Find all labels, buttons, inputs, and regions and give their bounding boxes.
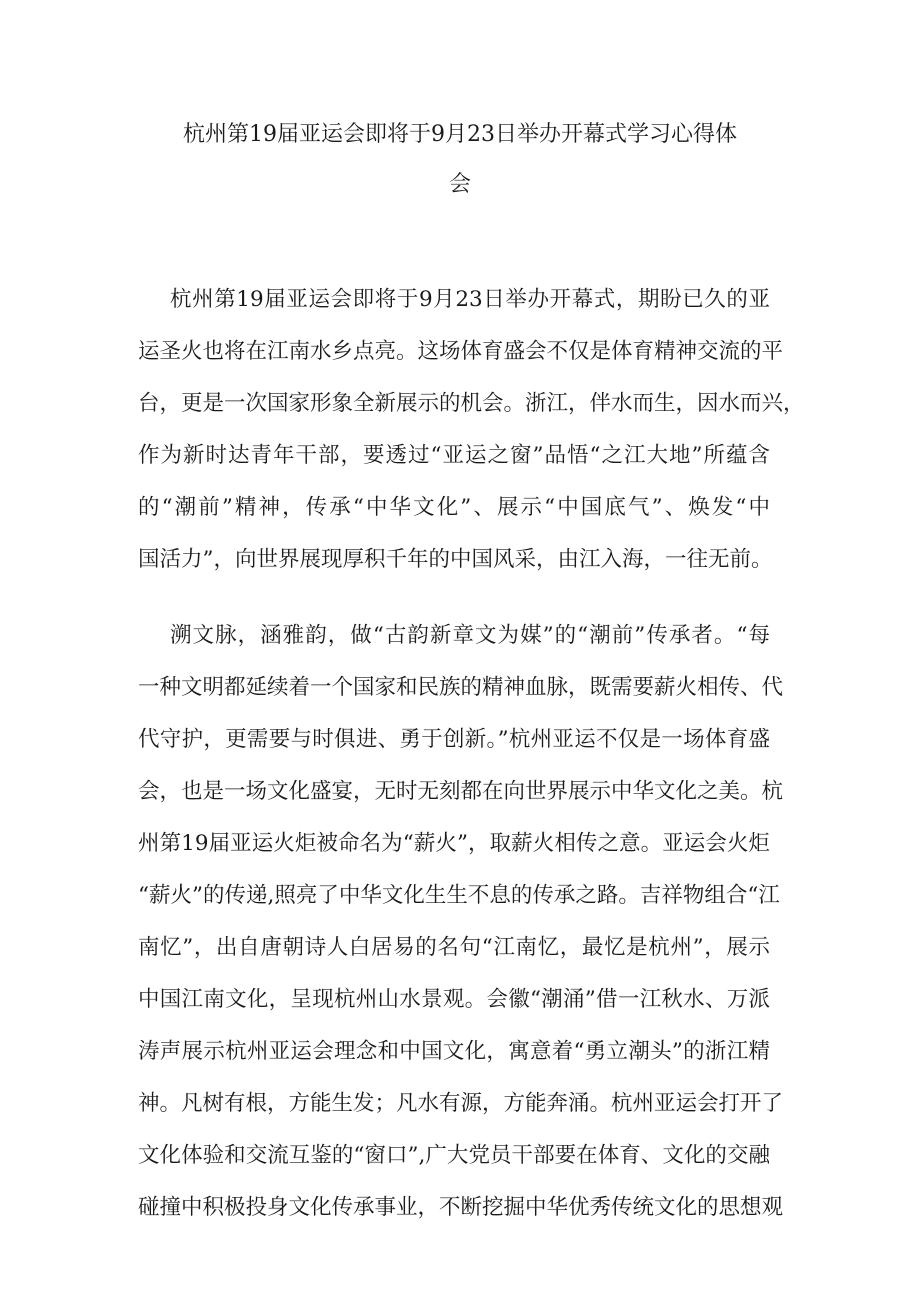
text-line: 中国江南文化，呈现杭州山水景观。会徽“潮涌”借一江秋水、万派 <box>138 987 770 1012</box>
text-line: 会，也是一场文化盛宴，无时无刻都在向世界展示中华文化之美。杭 <box>138 779 784 804</box>
text-line: 南忆”，出自唐朝诗人白居易的名句“江南忆，最忆是杭州”，展示 <box>138 935 770 960</box>
title-line: 会 <box>448 172 471 197</box>
text-line: 台，更是一次国家形象全新展示的机会。浙江，伴水而生，因水而兴， <box>138 391 805 416</box>
text-line: 涛声展示杭州亚运会理念和中国文化，寓意着“勇立潮头”的浙江精 <box>138 1039 770 1064</box>
text-line: 神。凡树有根，方能生发；凡水有源，方能奔涌。杭州亚运会打开了 <box>138 1091 784 1116</box>
text-line: 一种文明都延续着一个国家和民族的精神血脉，既需要薪火相传、代 <box>138 675 784 700</box>
paragraph-2 <box>138 610 784 1234</box>
text-line: 作为新时达青年干部，要透过“亚运之窗”品悟“之江大地”所蕴含 <box>138 443 770 468</box>
text-line: 的“潮前”精神，传承“中华文化”、展示“中国底气”、焕发“中 <box>138 495 770 520</box>
text-line: 杭州第19届亚运会即将于9月23日举办开幕式，期盼已久的亚 <box>170 287 770 312</box>
text-line: 运圣火也将在江南水乡点亮。这场体育盛会不仅是体育精神交流的平 <box>138 339 784 364</box>
text-line: 国活力”，向世界展现厚积千年的中国风采，由江入海，一往无前。 <box>138 547 773 572</box>
text-line: 代守护，更需要与时俱进、勇于创新。”杭州亚运不仅是一场体育盛 <box>138 727 770 752</box>
text-line: 州第19届亚运火炬被命名为“薪火”，取薪火相传之意。亚运会火炬 <box>138 831 770 856</box>
text-line: 溯文脉，涵雅韵，做“古韵新章文为媒”的“潮前”传承者。“每 <box>170 623 770 648</box>
paragraph-1 <box>138 274 805 586</box>
title-line: 杭州第19届亚运会即将于9月23日举办开幕式学习心得体 <box>183 122 737 147</box>
document-title <box>138 110 782 210</box>
text-line: “薪火”的传递,照亮了中华文化生生不息的传承之路。吉祥物组合“江 <box>138 883 780 908</box>
text-line: 碰撞中积极投身文化传承事业，不断挖掘中华优秀传统文化的思想观 <box>138 1195 784 1220</box>
text-line: 文化体验和交流互鉴的“窗口”,广大党员干部要在体育、文化的交融 <box>138 1143 770 1168</box>
